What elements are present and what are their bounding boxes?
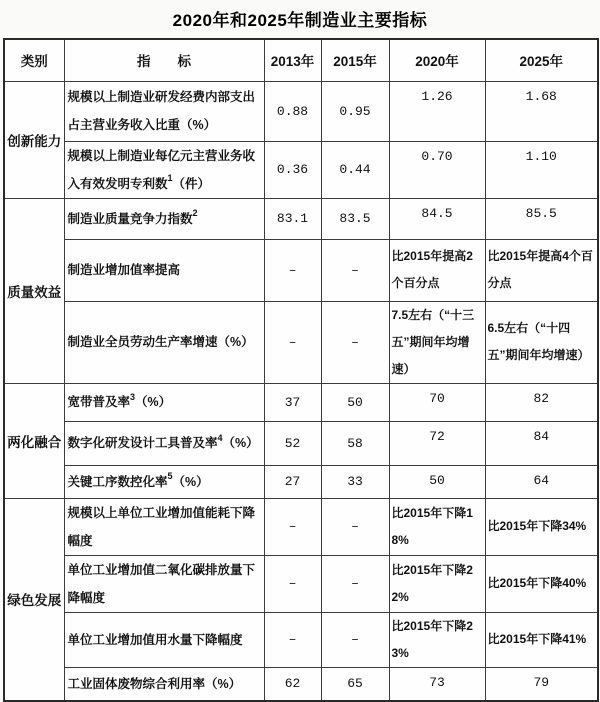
value-cell-2025: 6.5左右（“十四五”期间年均增速） [485,301,598,383]
indicator-cell [64,301,264,383]
value-cell-2025: 比2015年下降34% [485,498,598,555]
indicator-cell [64,421,264,465]
indicator-cell [64,81,264,141]
table-row [4,555,598,612]
footnote-marker: 4 [217,432,223,443]
table-row [4,198,598,239]
indicator-cell [64,141,264,198]
category-cell-green: 绿色发展 [4,498,64,701]
value-cell-2013: 27 [264,465,321,498]
value-cell-2015: – [321,239,389,301]
indicator-text: 制造业增加值率提高 [67,263,181,277]
table-row [4,81,598,141]
table-row [4,301,598,383]
indicator-text-tail: （件） [172,176,211,191]
value-cell-2013: 0.88 [264,81,321,141]
value-cell-2013: – [264,239,321,301]
footnote-marker: 5 [167,471,173,482]
value-cell-2025: 比2015年下降41% [485,612,598,667]
value-cell-2013: 62 [264,667,321,701]
col-header-indicator: 指 标 [64,39,264,81]
table-row [4,465,598,498]
value-cell-2015: 83.5 [321,198,389,239]
indicator-cell [64,667,264,701]
indicator-text-tail: （%） [172,474,209,489]
value-cell-2015: 58 [321,421,389,465]
table-row [4,141,598,198]
value-cell-2015: 33 [321,465,389,498]
indicator-text-tail: （%） [222,436,259,450]
table-row [4,667,598,701]
table-row [4,612,598,667]
value-cell-2025: 85.5 [485,198,598,239]
header-row [4,39,598,81]
value-cell-2013: – [264,555,321,612]
indicator-cell [64,383,264,421]
value-cell-2020: 比2015年下降18% [389,498,485,555]
value-cell-2013: – [264,301,321,383]
value-cell-2025: 84 [485,421,598,465]
indicator-text: 单位工业增加值二氧化碳排放量下降幅度 [67,562,256,605]
value-cell-2025: 1.10 [485,141,598,198]
col-header-category: 类别 [4,39,64,81]
indicator-cell [64,498,264,555]
value-cell-2020: 72 [389,421,485,465]
table-row [4,383,598,421]
table-row [4,498,598,555]
indicator-text: 宽带普及率 [67,395,131,409]
col-header-2020: 2020年 [389,39,485,81]
indicator-cell [64,465,264,498]
value-cell-2013: 0.36 [264,141,321,198]
value-cell-2013: – [264,612,321,667]
indicator-text: 制造业全员劳动生产率增速（%） [67,335,254,349]
indicator-text: 关键工序数控化率 [67,474,168,489]
value-cell-2020: 70 [389,383,485,421]
page-title: 2020年和2025年制造业主要指标 [172,11,428,30]
indicator-cell [64,239,264,301]
table-row [4,239,598,301]
value-cell-2025: 比2015年提高4个百分点 [485,239,598,301]
value-cell-2025: 79 [485,667,598,701]
footnote-marker: 2 [192,208,198,219]
value-cell-2013: – [264,498,321,555]
footnote-marker: 1 [167,173,173,184]
col-header-2025: 2025年 [485,39,598,81]
indicator-text: 规模以上制造业每亿元主营业务收入有效发明专利数 [67,148,256,191]
value-cell-2015: 65 [321,667,389,701]
value-cell-2020: 73 [389,667,485,701]
value-cell-2015: 50 [321,383,389,421]
value-cell-2013: 83.1 [264,198,321,239]
value-cell-2020: 1.26 [389,81,485,141]
indicator-text-tail: （%） [135,395,172,409]
value-cell-2025: 1.68 [485,81,598,141]
indicator-cell [64,555,264,612]
indicator-text: 数字化研发设计工具普及率 [67,436,218,450]
indicator-text: 工业固体废物综合利用率（%） [67,676,242,691]
indicators-table [3,38,599,702]
value-cell-2013: 52 [264,421,321,465]
indicator-text: 单位工业增加值用水量下降幅度 [67,632,243,647]
category-cell-integration: 两化融合 [4,383,64,498]
indicator-text: 规模以上单位工业增加值能耗下降幅度 [67,505,256,548]
value-cell-2020: 比2015年提高2个百分点 [389,239,485,301]
value-cell-2020: 50 [389,465,485,498]
value-cell-2013: 37 [264,383,321,421]
value-cell-2020: 比2015年下降22% [389,555,485,612]
value-cell-2015: 0.44 [321,141,389,198]
indicator-text: 规模以上制造业研发经费内部支出占主营业务收入比重（%） [67,90,256,132]
value-cell-2025: 82 [485,383,598,421]
col-header-2013: 2013年 [264,39,321,81]
value-cell-2015: – [321,498,389,555]
value-cell-2015: – [321,612,389,667]
indicator-cell [64,612,264,667]
category-cell-quality: 质量效益 [4,198,64,383]
table-row [4,421,598,465]
value-cell-2020: 0.70 [389,141,485,198]
page [0,6,600,702]
value-cell-2020: 比2015年下降23% [389,612,485,667]
value-cell-2025: 比2015年下降40% [485,555,598,612]
category-cell-innovation: 创新能力 [4,81,64,198]
value-cell-2015: – [321,555,389,612]
value-cell-2020: 7.5左右（“十三五”期间年均增速） [389,301,485,383]
value-cell-2020: 84.5 [389,198,485,239]
indicator-cell [64,198,264,239]
col-header-2015: 2015年 [321,39,389,81]
footnote-marker: 3 [130,391,136,402]
value-cell-2025: 64 [485,465,598,498]
value-cell-2015: – [321,301,389,383]
value-cell-2015: 0.95 [321,81,389,141]
indicator-text: 制造业质量竞争力指数 [67,211,193,226]
